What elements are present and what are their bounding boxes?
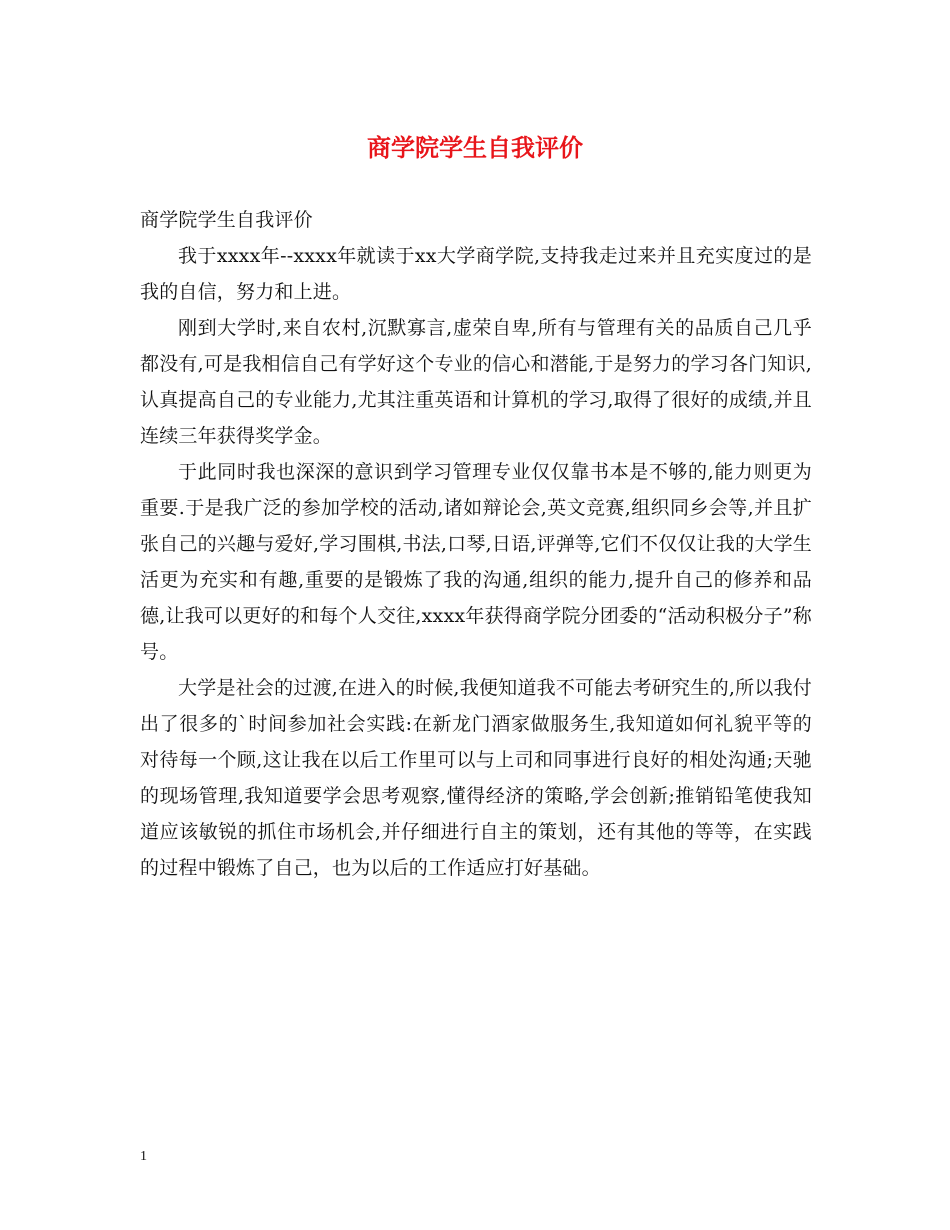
paragraph-3: 于此同时我也深深的意识到学习管理专业仅仅靠书本是不够的,能力则更为重要.于是我广泛的参加学校的活动,诸如辩论会,英文竞赛,组织同乡会等,并且扩张自己的兴趣与爱好,学习围棋,书法,口琴,日语,评弹等,它们不仅仅让我的大学生活更为充实和有趣,重要的是锻炼了我的沟通,组织的能力,提升自己的修养和品德,让我可以更好的和每个人交往,xxxx年获得商学院分团委的“活动积极分子”称号。 bbox=[140, 461, 812, 663]
paragraph-4: 大学是社会的过渡,在进入的时候,我便知道我不可能去考研究生的,所以我付出了很多的`时间参加社会实践:在新龙门酒家做服务生,我知道如何礼貌平等的对待每一个顾,这让我在以后工作里可以与上司和同事进行良好的相处沟通;天驰的现场管理,我知道要学会思考观察,懂得经济的策略,学会创新;推销铅笔使我知道应该敏锐的抓住市场机会,并仔细进行自主的策划，还有其他的等等，在实践的过程中锻炼了自己，也为以后的工作适应打好基础。 bbox=[140, 677, 812, 879]
document-title: 商学院学生自我评价 bbox=[367, 133, 583, 162]
paragraph-2: 刚到大学时,来自农村,沉默寡言,虚荣自卑,所有与管理有关的品质自己几乎都没有,可是我相信自己有学好这个专业的信心和潜能,于是努力的学习各门知识,认真提高自己的专业能力,尤其注重英语和计算机的学习,取得了很好的成绩,并且连续三年获得奖学金。 bbox=[140, 317, 812, 447]
document-heading: 商学院学生自我评价 bbox=[140, 209, 313, 231]
paragraph-1: 我于xxxx年--xxxx年就读于xx大学商学院,支持我走过来并且充实度过的是我的自信，努力和上进。 bbox=[140, 245, 812, 303]
page-number: 1 bbox=[140, 1149, 147, 1164]
document-body bbox=[140, 202, 812, 886]
